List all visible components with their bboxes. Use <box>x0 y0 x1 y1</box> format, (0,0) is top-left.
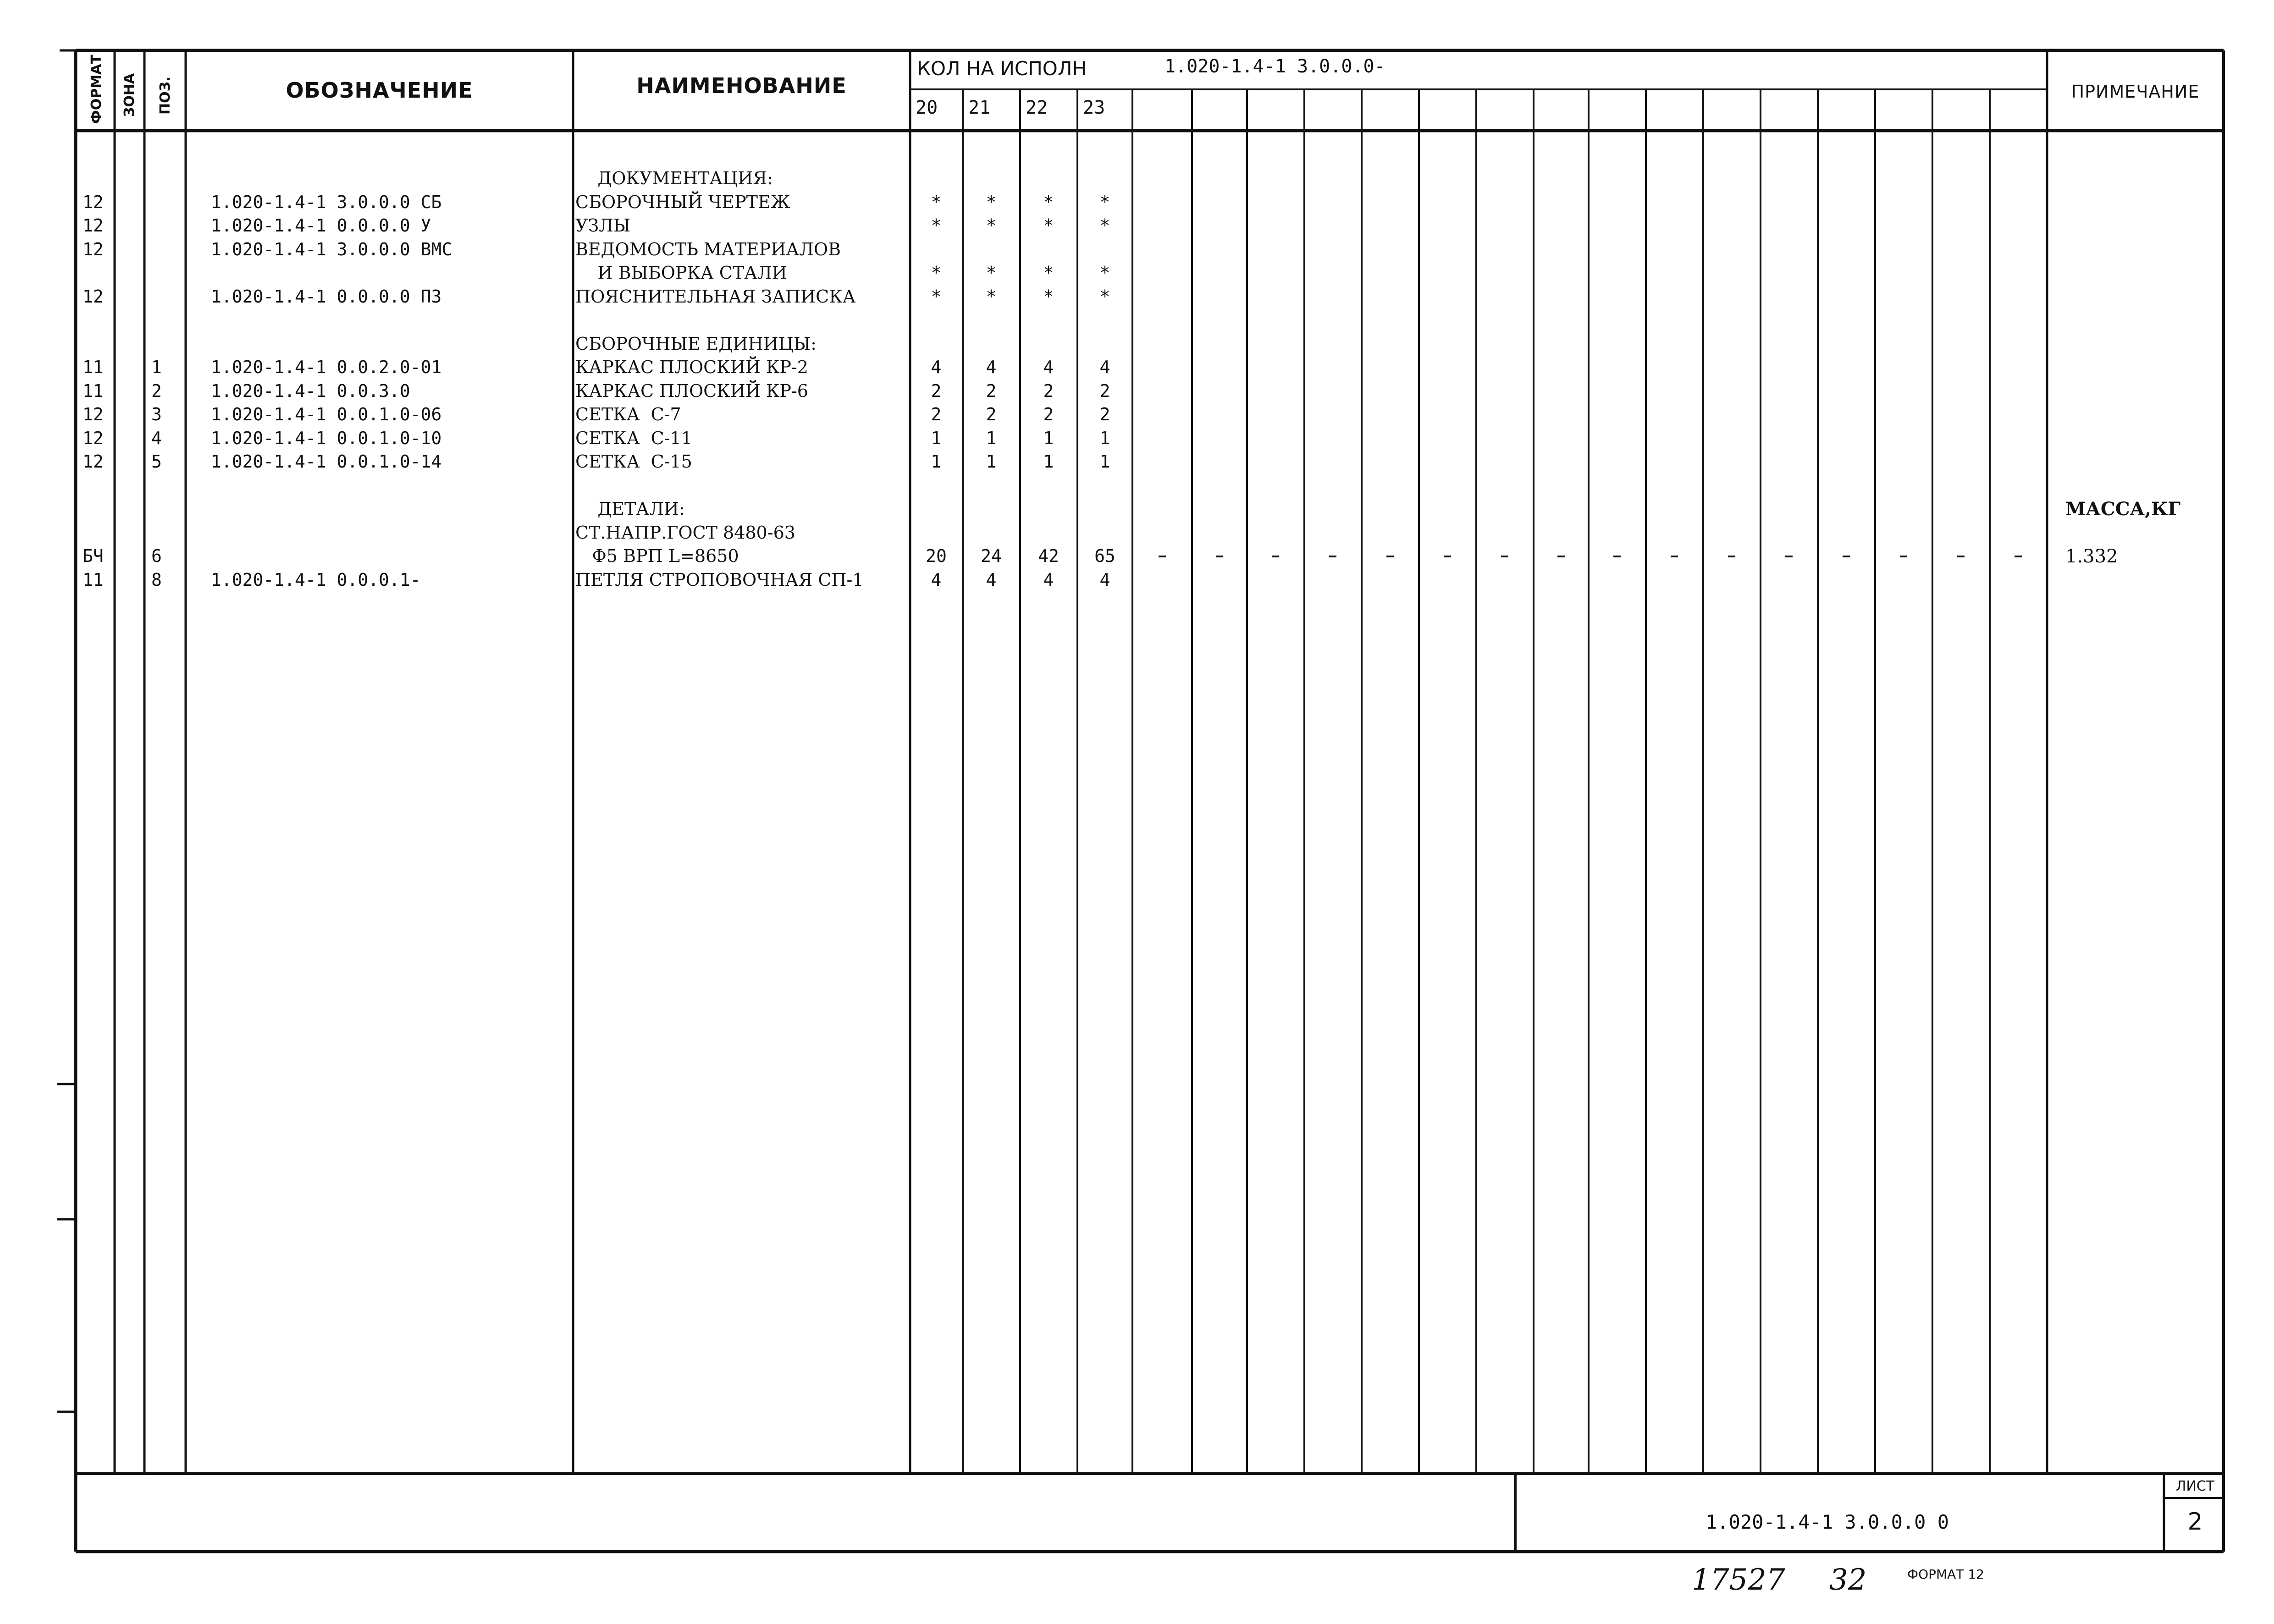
header-qty-doc: 1.020-1.4-1 3.0.0.0- <box>1165 56 1385 77</box>
cell-name: Ф5 ВРП L=8650 <box>575 546 739 566</box>
cell-name: СТ.НАПР.ГОСТ 8480-63 <box>575 522 795 543</box>
cell-qty-23: * <box>1099 286 1110 307</box>
dash-mark <box>1785 556 1793 557</box>
qty-version-header-23: 23 <box>1083 97 1105 118</box>
cell-designation: 1.020-1.4-1 0.0.0.0 У <box>211 215 431 236</box>
sheet-number: 2 <box>2187 1508 2203 1536</box>
cell-name: КАРКАС ПЛОСКИЙ КР-2 <box>575 357 808 377</box>
cell-qty-23: * <box>1099 263 1110 283</box>
cell-designation: 1.020-1.4-1 3.0.0.0 ВМС <box>211 239 453 259</box>
cell-name: И ВЫБОРКА СТАЛИ <box>575 263 787 283</box>
cell-name: ВЕДОМОСТЬ МАТЕРИАЛОВ <box>575 239 841 259</box>
cell-note: МАССА,КГ <box>2065 498 2181 520</box>
header-position: ПОЗ. <box>157 76 173 115</box>
cell-qty-21: 2 <box>986 380 997 401</box>
cell-designation: 1.020-1.4-1 0.0.0.1- <box>211 569 421 590</box>
cell-note: 1.332 <box>2065 546 2118 567</box>
sheet-label: ЛИСТ <box>2175 1478 2215 1494</box>
cell-name: СБОРОЧНЫЕ ЕДИНИЦЫ: <box>575 333 817 354</box>
cell-qty-21: * <box>986 215 997 236</box>
cell-qty-21: 2 <box>986 404 997 424</box>
dash-mark <box>1728 556 1735 557</box>
cell-qty-20: 20 <box>926 546 947 566</box>
cell-designation: 1.020-1.4-1 0.0.1.0-14 <box>211 451 442 472</box>
cell-qty-20: * <box>931 192 942 212</box>
cell-name: СЕТКА С-7 <box>575 404 681 424</box>
cell-format: 11 <box>83 380 104 401</box>
cell-qty-22: 42 <box>1038 546 1059 566</box>
dash-mark <box>1613 556 1621 557</box>
cell-designation: 1.020-1.4-1 0.0.3.0 <box>211 380 410 401</box>
cell-name: СЕТКА С-15 <box>575 451 692 472</box>
dash-mark <box>1386 556 1394 557</box>
cell-qty-21: * <box>986 286 997 307</box>
dash-mark <box>1159 556 1166 557</box>
cell-qty-23: * <box>1099 192 1110 212</box>
cell-format: 11 <box>83 357 104 377</box>
qty-version-header-22: 22 <box>1026 97 1048 118</box>
dash-mark <box>1900 556 1907 557</box>
cell-qty-20: 2 <box>931 380 942 401</box>
dash-mark <box>1957 556 1965 557</box>
dash-mark <box>1272 556 1279 557</box>
cell-qty-23: 1 <box>1099 428 1110 448</box>
cell-designation: 1.020-1.4-1 3.0.0.0 СБ <box>211 192 442 212</box>
dash-mark <box>1216 556 1223 557</box>
cell-format: 12 <box>83 451 104 472</box>
cell-designation: 1.020-1.4-1 0.0.2.0-01 <box>211 357 442 377</box>
dash-mark <box>1329 556 1336 557</box>
inventory-number: 17527 <box>1692 1563 1785 1597</box>
cell-format: 12 <box>83 215 104 236</box>
cell-qty-22: * <box>1043 286 1054 307</box>
cell-format: 12 <box>83 239 104 259</box>
cell-qty-23: 4 <box>1099 357 1110 377</box>
header-qty-group: КОЛ НА ИСПОЛН <box>917 57 1087 80</box>
cell-qty-22: * <box>1043 215 1054 236</box>
cell-qty-22: 4 <box>1043 357 1054 377</box>
dash-mark <box>1444 556 1451 557</box>
cell-qty-21: 24 <box>981 546 1002 566</box>
cell-qty-20: * <box>931 286 942 307</box>
cell-qty-23: 4 <box>1099 569 1110 590</box>
cell-qty-22: * <box>1043 192 1054 212</box>
header-name: НАИМЕНОВАНИЕ <box>636 73 847 98</box>
cell-format: БЧ <box>83 546 104 566</box>
cell-qty-22: 2 <box>1043 404 1054 424</box>
cell-name: УЗЛЫ <box>575 215 631 236</box>
cell-qty-22: 1 <box>1043 428 1054 448</box>
cell-qty-21: * <box>986 192 997 212</box>
cell-qty-20: 1 <box>931 451 942 472</box>
cell-qty-20: 4 <box>931 357 942 377</box>
dash-mark <box>1843 556 1850 557</box>
cell-qty-22: 4 <box>1043 569 1054 590</box>
cell-name: СБОРОЧНЫЙ ЧЕРТЕЖ <box>575 192 790 212</box>
format-label: ФОРМАТ 12 <box>1907 1567 1984 1582</box>
page-number: 32 <box>1829 1563 1867 1597</box>
cell-name: ДЕТАЛИ: <box>575 499 685 519</box>
cell-qty-22: * <box>1043 263 1054 283</box>
cell-name: СЕТКА С-11 <box>575 428 692 448</box>
cell-designation: 1.020-1.4-1 0.0.1.0-10 <box>211 428 442 448</box>
cell-qty-22: 1 <box>1043 451 1054 472</box>
cell-position: 2 <box>151 380 162 401</box>
cell-position: 3 <box>151 404 162 424</box>
cell-qty-21: 1 <box>986 428 997 448</box>
cell-format: 12 <box>83 404 104 424</box>
qty-version-header-20: 20 <box>916 97 938 118</box>
dash-mark <box>1557 556 1565 557</box>
cell-qty-20: 2 <box>931 404 942 424</box>
cell-qty-21: 1 <box>986 451 997 472</box>
cell-qty-21: 4 <box>986 569 997 590</box>
cell-qty-23: * <box>1099 215 1110 236</box>
cell-qty-23: 2 <box>1099 404 1110 424</box>
qty-version-header-21: 21 <box>968 97 991 118</box>
cell-position: 4 <box>151 428 162 448</box>
cell-name: ДОКУМЕНТАЦИЯ: <box>575 168 773 188</box>
dash-mark <box>2015 556 2022 557</box>
cell-qty-22: 2 <box>1043 380 1054 401</box>
cell-format: 12 <box>83 192 104 212</box>
cell-qty-21: * <box>986 263 997 283</box>
cell-qty-23: 2 <box>1099 380 1110 401</box>
dash-mark <box>1501 556 1508 557</box>
cell-name: ПЕТЛЯ СТРОПОВОЧНАЯ СП-1 <box>575 569 864 590</box>
header-note: ПРИМЕЧАНИЕ <box>2071 82 2200 102</box>
cell-qty-20: * <box>931 215 942 236</box>
cell-qty-20: 4 <box>931 569 942 590</box>
header-format: ФОРМАТ <box>88 55 105 124</box>
cell-position: 1 <box>151 357 162 377</box>
cell-name: КАРКАС ПЛОСКИЙ КР-6 <box>575 380 808 401</box>
cell-position: 8 <box>151 569 162 590</box>
cell-position: 5 <box>151 451 162 472</box>
cell-qty-23: 1 <box>1099 451 1110 472</box>
cell-qty-23: 65 <box>1094 546 1115 566</box>
cell-name: ПОЯСНИТЕЛЬНАЯ ЗАПИСКА <box>575 286 856 307</box>
cell-format: 11 <box>83 569 104 590</box>
cell-format: 12 <box>83 286 104 307</box>
dash-mark <box>1671 556 1678 557</box>
header-designation: ОБОЗНАЧЕНИЕ <box>286 78 473 103</box>
cell-position: 6 <box>151 546 162 566</box>
cell-qty-21: 4 <box>986 357 997 377</box>
cell-designation: 1.020-1.4-1 0.0.0.0 ПЗ <box>211 286 442 307</box>
cell-qty-20: * <box>931 263 942 283</box>
cell-designation: 1.020-1.4-1 0.0.1.0-06 <box>211 404 442 424</box>
cell-qty-20: 1 <box>931 428 942 448</box>
cell-format: 12 <box>83 428 104 448</box>
footer-doc-code: 1.020-1.4-1 3.0.0.0 0 <box>1706 1511 1949 1533</box>
header-zone: ЗОНА <box>121 73 138 117</box>
